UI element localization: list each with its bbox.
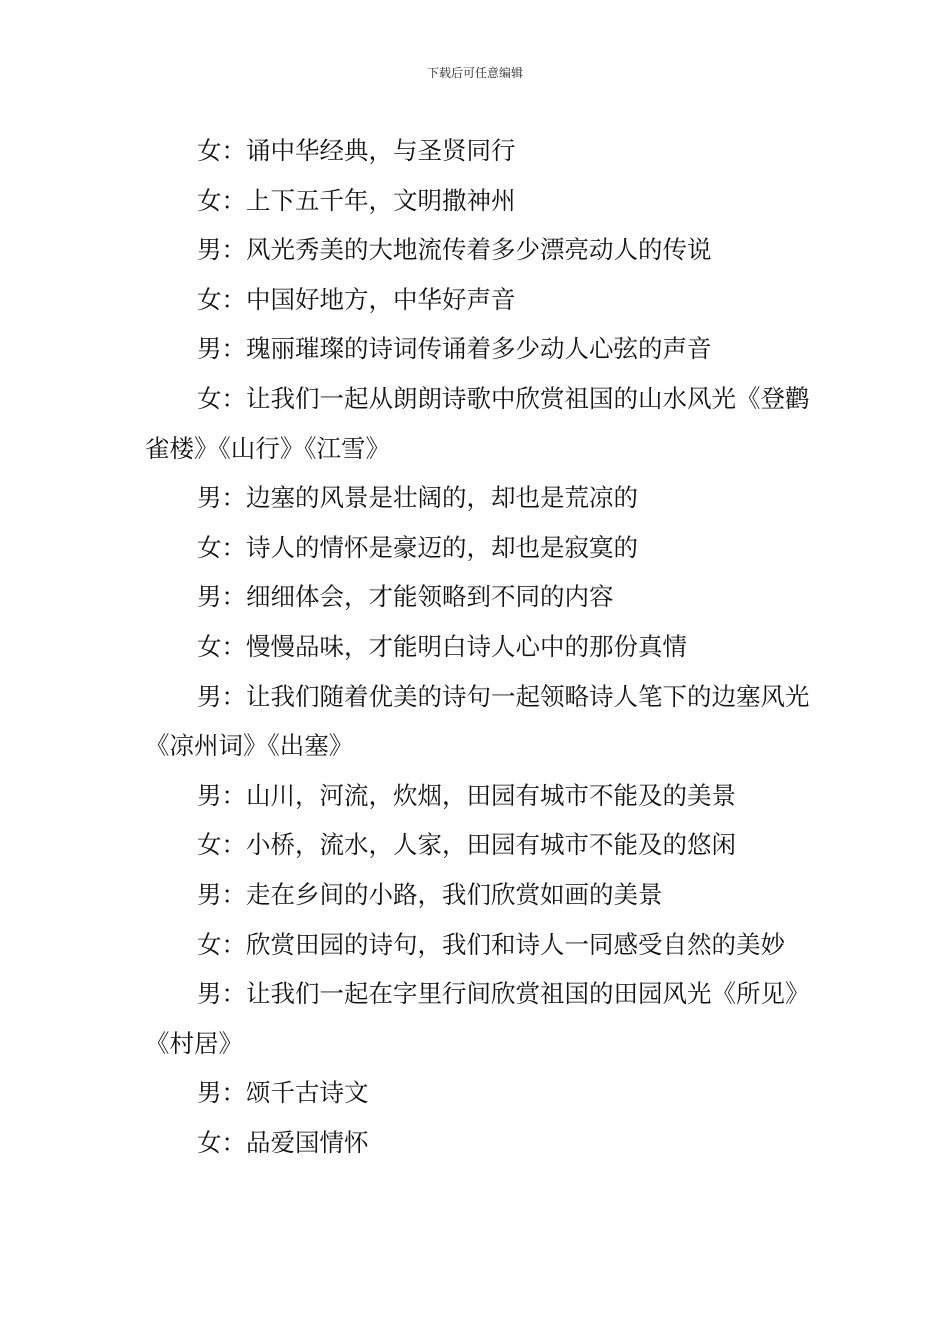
dialogue-line: 女：慢慢品味，才能明白诗人心中的那份真情	[197, 631, 687, 661]
dialogue-line: 男：让我们一起在字里行间欣赏祖国的田园风光《所见》《村居》	[145, 979, 810, 1058]
dialogue-line: 男：风光秀美的大地流传着多少漂亮动人的传说	[197, 235, 712, 265]
dialogue-line: 男：山川，河流，炊烟，田园有城市不能及的美景	[197, 780, 736, 810]
dialogue-line: 男：边塞的风景是壮阔的，却也是荒凉的	[197, 483, 638, 513]
script-body	[145, 126, 810, 1167]
dialogue-line: 女：上下五千年，文明撒神州	[197, 185, 516, 215]
dialogue-line: 女：诗人的情怀是豪迈的，却也是寂寞的	[197, 532, 638, 562]
dialogue-line: 女：诵中华经典，与圣贤同行	[197, 136, 516, 165]
dialogue-line: 女：让我们一起从朗朗诗歌中欣赏祖国的山水风光《登鹳雀楼》《山行》《江雪》	[145, 383, 810, 463]
dialogue-line: 男：瑰丽璀璨的诗词传诵着多少动人心弦的声音	[197, 334, 712, 364]
dialogue-line: 男：细细体会，才能领略到不同的内容	[197, 582, 614, 612]
dialogue-line: 男：颂千古诗文	[197, 1078, 369, 1108]
dialogue-line: 女：品爱国情怀	[197, 1127, 369, 1157]
dialogue-line: 男：让我们随着优美的诗句一起领略诗人笔下的边塞风光《凉州词》《出塞》	[145, 681, 810, 761]
dialogue-line: 女：中国好地方，中华好声音	[197, 284, 516, 314]
dialogue-line: 女：小桥，流水，人家，田园有城市不能及的悠闲	[197, 830, 736, 860]
dialogue-line: 女：欣赏田园的诗句，我们和诗人一同感受自然的美妙	[197, 929, 785, 959]
dialogue-line: 男：走在乡间的小路，我们欣赏如画的美景	[197, 879, 663, 909]
page-header: 下载后可任意编辑	[426, 66, 523, 80]
